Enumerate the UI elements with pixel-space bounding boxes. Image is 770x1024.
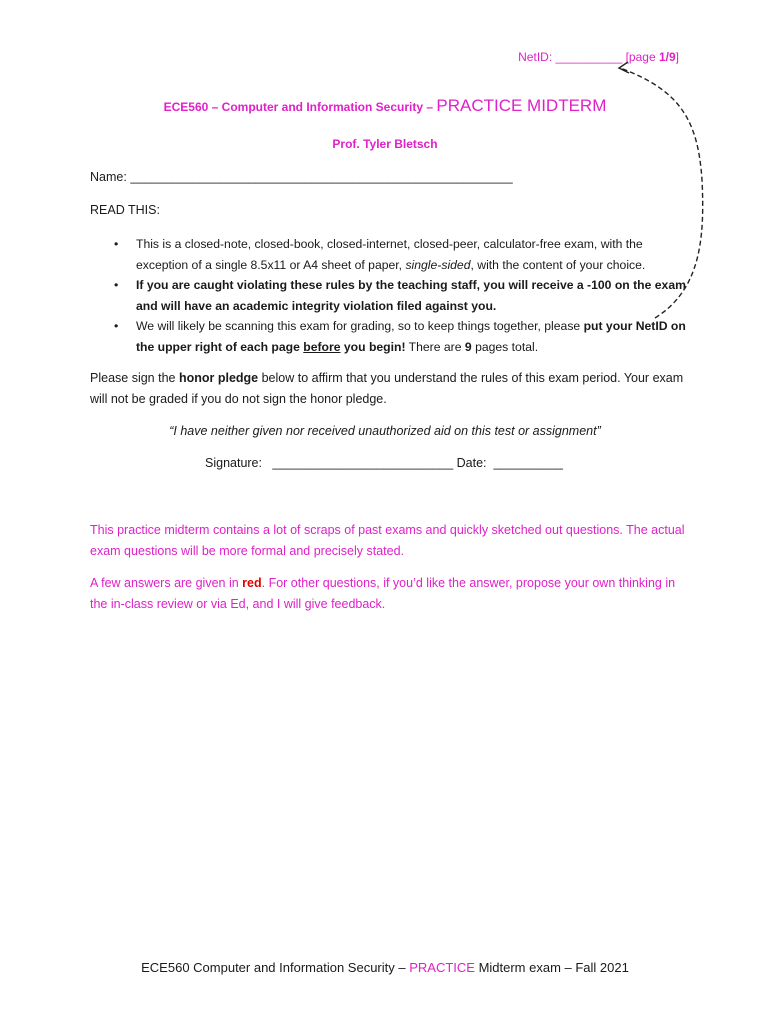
bullet-icon: • bbox=[114, 319, 119, 333]
bullet-icon: • bbox=[114, 237, 119, 251]
honor-text-end: below to affirm that you understand the rules of this exam period. Your exam will not be graded if you do not sign the honor pledge. bbox=[90, 371, 684, 406]
answers-note-text-end: . For other questions, if you’d like the answer, propose your own thinking in the in-class review or via Ed, and I will give feedback. bbox=[90, 576, 676, 611]
footer-text-end: Midterm exam – Fall 2021 bbox=[474, 960, 629, 975]
date-label: Date: bbox=[456, 456, 487, 470]
footer-practice: PRACTICE bbox=[409, 960, 475, 975]
professor-name: Prof. Tyler Bletsch bbox=[332, 137, 438, 151]
rule-3-bold: put your NetID on the upper right of each page bbox=[136, 319, 686, 354]
answers-note-text: A few answers are given in bbox=[90, 576, 243, 590]
exam-title: PRACTICE MIDTERM bbox=[436, 96, 607, 115]
bullet-icon: • bbox=[114, 278, 119, 292]
page-number: 1/9 bbox=[658, 50, 676, 64]
course-title: ECE560 – Computer and Information Security – bbox=[163, 100, 437, 114]
rule-1-italic: single-sided bbox=[405, 257, 471, 272]
rule-1-text: This is a closed-note, closed-book, closed-internet, closed-peer, calculator-free exam, with the exception of a single 8.5x11 or A4 sheet of paper, bbox=[136, 237, 643, 272]
honor-text: Please sign the bbox=[90, 371, 179, 385]
date-blank: __________ bbox=[493, 456, 564, 470]
signature-blank: __________________________ bbox=[272, 456, 454, 470]
rule-2-text: If you are caught violating these rules by the teaching staff, you will receive a -100 on the exam and will have an academic integrity violation filed against you. bbox=[136, 278, 686, 313]
rule-1-text-end: , with the content of your choice. bbox=[470, 257, 646, 272]
rule-3-text-mid: There are bbox=[405, 339, 465, 354]
page-close: ] bbox=[675, 50, 679, 64]
practice-note: This practice midterm contains a lot of scraps of past exams and quickly sketched out questions. The actual exam questions will be more formal and precisely stated. bbox=[90, 523, 685, 558]
page-open: [page bbox=[625, 50, 659, 64]
signature-label: Signature: bbox=[205, 456, 262, 470]
honor-pledge-quote: “I have neither given nor received unauthorized aid on this test or assignment” bbox=[169, 424, 601, 438]
netid-label: NetID: bbox=[518, 50, 553, 64]
red-word: red bbox=[242, 576, 262, 590]
footer-text: ECE560 Computer and Information Security – bbox=[141, 960, 410, 975]
rule-3-text: We will likely be scanning this exam for grading, so to keep things together, please bbox=[136, 319, 584, 333]
netid-blank: __________ bbox=[555, 50, 623, 64]
name-blank: _______________________________________________________ bbox=[130, 170, 513, 184]
rule-3-text-end: pages total. bbox=[471, 339, 539, 354]
name-label: Name: bbox=[90, 170, 127, 184]
read-this-heading: READ THIS: bbox=[90, 203, 160, 217]
rule-3-bold-end: you begin! bbox=[340, 339, 406, 354]
rule-3-underline: before bbox=[303, 339, 341, 354]
page-count: 9 bbox=[464, 339, 472, 354]
honor-bold: honor pledge bbox=[178, 371, 259, 385]
